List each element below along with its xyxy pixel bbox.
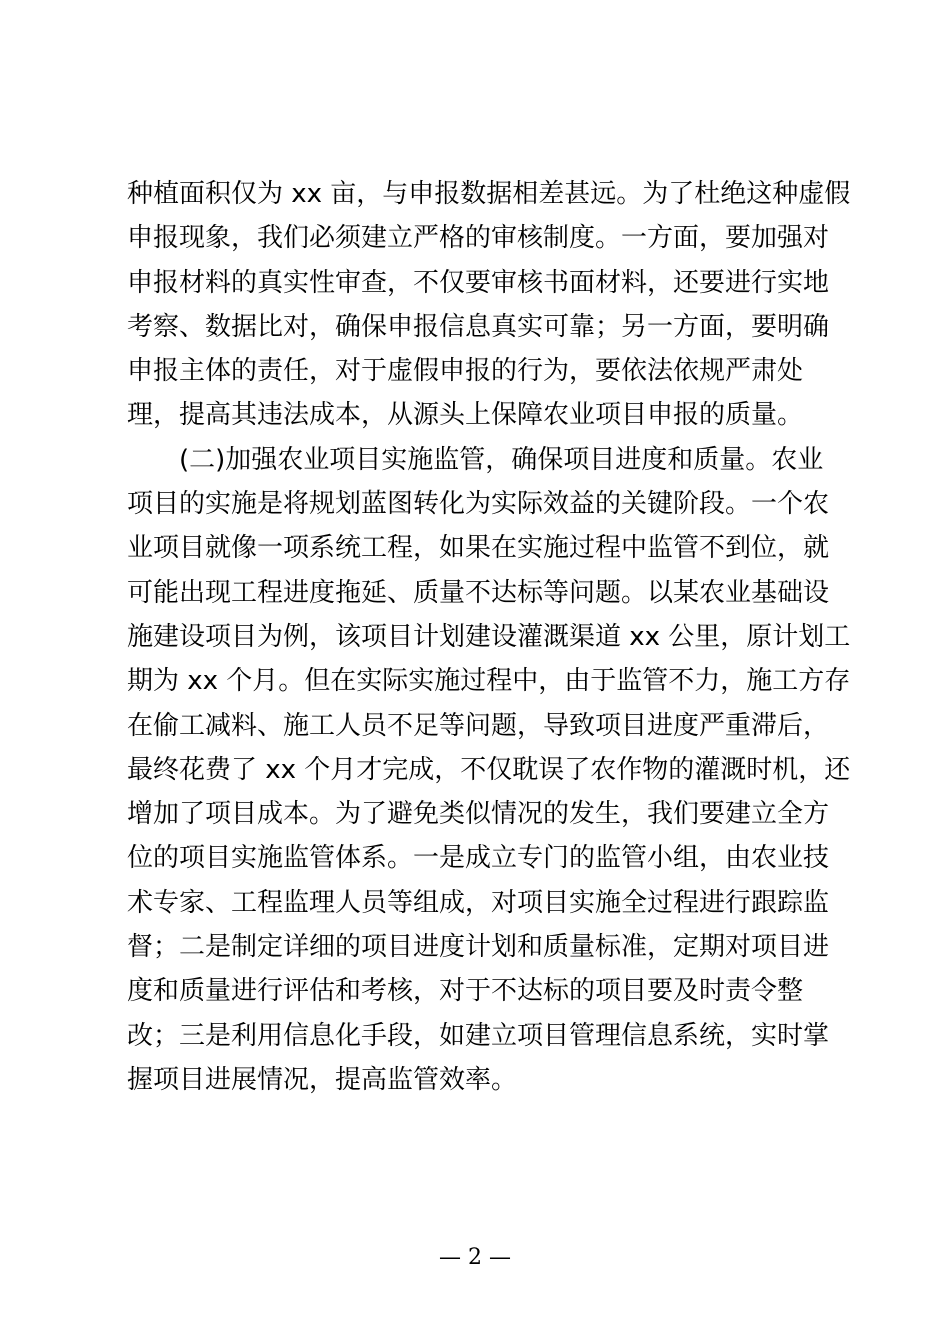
text-line: 位的项目实施监管体系。一是成立专门的监管小组，由农业技: [127, 843, 830, 874]
text-line: 增加了项目成本。为了避免类似情况的发生，我们要建立全方: [127, 799, 830, 830]
text-line: 种植面积仅为 xx 亩，与申报数据相差甚远。为了杜绝这种虚假: [127, 179, 851, 209]
text-line: 握项目进展情况，提高监管效率。: [127, 1064, 518, 1095]
section-heading-line: (二)加强农业项目实施监管，确保项目进度和质量。农业: [179, 444, 824, 475]
text-line: 最终花费了 xx 个月才完成，不仅耽误了农作物的灌溉时机，还: [127, 754, 851, 785]
text-line: 改；三是利用信息化手段，如建立项目管理信息系统，实时掌: [127, 1020, 830, 1051]
text-line: 可能出现工程进度拖延、质量不达标等问题。以某农业基础设: [127, 577, 830, 608]
text-line: 理，提高其违法成本，从源头上保障农业项目申报的质量。: [127, 400, 804, 431]
text-line: 项目的实施是将规划蓝图转化为实际效益的关键阶段。一个农: [127, 489, 830, 520]
text-line: 术专家、工程监理人员等组成，对项目实施全过程进行跟踪监: [127, 887, 830, 918]
text-line: 申报材料的真实性审查，不仅要审核书面材料，还要进行实地: [127, 267, 830, 298]
text-line: 期为 xx 个月。但在实际实施过程中，由于监管不力，施工方存: [127, 666, 851, 697]
text-line: 申报主体的责任，对于虚假申报的行为，要依法依规严肃处: [127, 356, 804, 387]
text-line: 申报现象，我们必须建立严格的审核制度。一方面，要加强对: [127, 223, 830, 254]
text-line: 在偷工减料、施工人员不足等问题，导致项目进度严重滞后，: [127, 710, 830, 741]
text-line: 度和质量进行评估和考核，对于不达标的项目要及时责令整: [127, 976, 804, 1007]
text-line: 业项目就像一项系统工程，如果在实施过程中监管不到位，就: [127, 533, 830, 564]
text-line: 督；二是制定详细的项目进度计划和质量标准，定期对项目进: [127, 932, 830, 963]
body-text: [127, 172, 851, 1102]
text-line: 施建设项目为例，该项目计划建设灌溉渠道 xx 公里，原计划工: [127, 621, 851, 652]
text-line: 考察、数据比对，确保申报信息真实可靠；另一方面，要明确: [127, 311, 830, 342]
page-number: — 2 —: [439, 1245, 511, 1270]
